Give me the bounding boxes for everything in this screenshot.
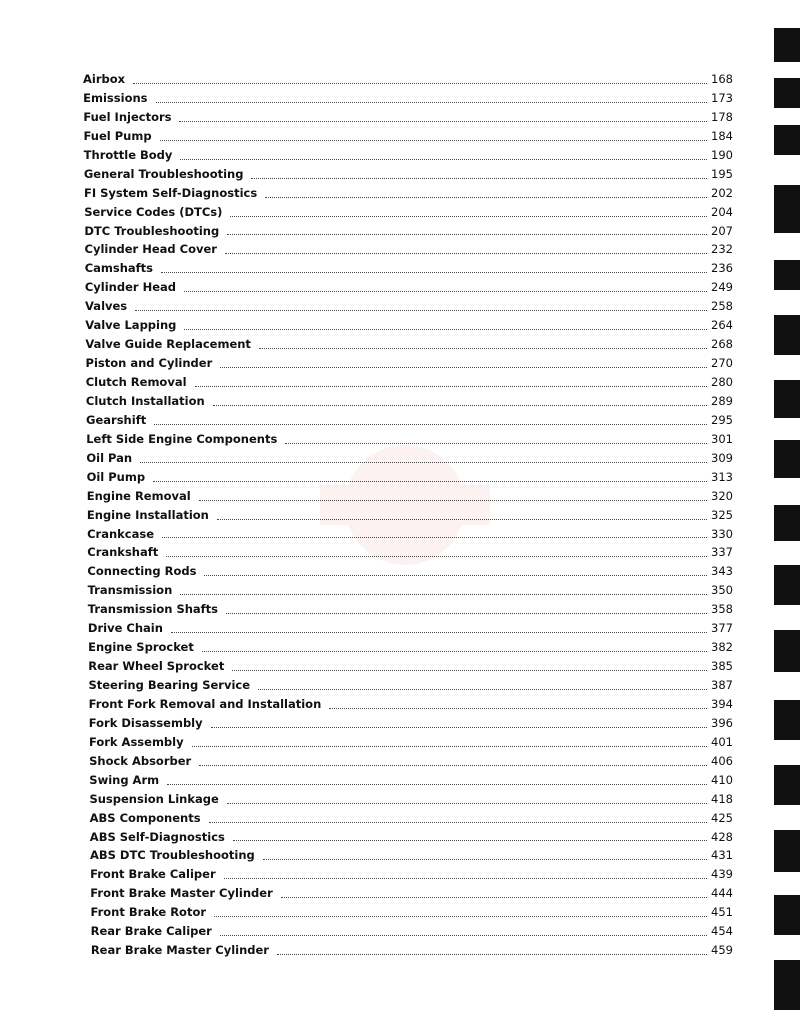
toc-row <box>83 297 733 316</box>
toc-entry-page: 249 <box>711 280 733 295</box>
dot-leader <box>140 461 707 463</box>
edge-tab <box>774 830 800 872</box>
toc-row <box>83 335 733 354</box>
dot-leader <box>226 612 707 614</box>
toc-row <box>83 846 733 865</box>
toc-entry-page: 195 <box>711 166 733 181</box>
dot-leader <box>166 555 707 557</box>
dot-leader <box>154 423 707 425</box>
dot-leader <box>179 120 707 122</box>
toc-entry-page: 387 <box>711 678 733 692</box>
toc-entry-page: 330 <box>711 526 733 541</box>
dot-leader <box>233 839 707 841</box>
toc-row <box>83 676 733 695</box>
toc-row <box>83 543 733 562</box>
toc-entry-title: Piston and Cylinder <box>85 356 213 371</box>
toc-row <box>83 752 733 771</box>
dot-leader <box>204 574 707 576</box>
toc-entry-title: ABS DTC Troubleshooting <box>89 848 255 863</box>
toc-entry-title: Gearshift <box>86 412 147 427</box>
toc-row <box>83 108 733 127</box>
toc-row <box>83 146 733 165</box>
dot-leader <box>232 669 707 671</box>
toc-entry-page: 236 <box>711 261 733 276</box>
toc-entry-title: Emissions <box>83 90 148 105</box>
toc-row <box>83 316 733 335</box>
toc-entry-title: Front Brake Caliper <box>90 867 216 882</box>
toc-entry-page: 444 <box>711 886 733 901</box>
edge-tab <box>774 78 800 108</box>
toc-entry-title: Cylinder Head <box>84 280 176 295</box>
toc-row <box>83 525 733 544</box>
toc-row <box>83 600 733 619</box>
toc-entry-page: 295 <box>711 412 733 427</box>
dot-leader <box>156 101 708 103</box>
toc-entry-title: Front Brake Rotor <box>90 905 207 920</box>
toc-row <box>83 638 733 657</box>
toc-entry-page: 289 <box>711 393 733 408</box>
toc-entry-page: 313 <box>711 469 733 484</box>
dot-leader <box>277 953 707 955</box>
dot-leader <box>258 688 707 690</box>
toc-entry-page: 232 <box>711 242 733 257</box>
toc-row <box>83 771 733 790</box>
toc-row <box>83 581 733 600</box>
toc-row <box>83 222 733 241</box>
toc-entry-page: 178 <box>711 109 733 124</box>
toc-entry-page: 377 <box>711 621 733 636</box>
dot-leader <box>184 290 707 292</box>
toc-entry-page: 325 <box>711 507 733 522</box>
edge-tab <box>774 960 800 1010</box>
page-edge-tabs <box>770 0 800 1035</box>
dot-leader <box>263 858 707 860</box>
dot-leader <box>285 442 707 444</box>
dot-leader <box>184 328 707 330</box>
dot-leader <box>281 896 707 898</box>
table-of-contents <box>83 70 733 960</box>
toc-entry-page: 454 <box>711 924 733 939</box>
edge-tab <box>774 28 800 62</box>
edge-tab <box>774 125 800 155</box>
dot-leader <box>199 764 707 766</box>
toc-entry-page: 439 <box>711 867 733 882</box>
edge-tab <box>774 565 800 605</box>
toc-entry-page: 184 <box>711 128 733 143</box>
toc-entry-page: 204 <box>711 204 733 219</box>
toc-row <box>83 941 733 960</box>
dot-leader <box>180 158 707 160</box>
dot-leader <box>217 518 707 520</box>
toc-entry-page: 343 <box>711 564 733 579</box>
toc-entry-title: FI System Self-Diagnostics <box>84 185 258 200</box>
toc-entry-page: 264 <box>711 318 733 333</box>
dot-leader <box>162 536 707 538</box>
toc-row <box>83 790 733 809</box>
edge-tab <box>774 315 800 355</box>
toc-row <box>83 657 733 676</box>
toc-row <box>83 240 733 259</box>
edge-tab <box>774 630 800 672</box>
toc-row <box>83 487 733 506</box>
dot-leader <box>220 366 707 368</box>
toc-entry-title: Valve Guide Replacement <box>85 337 251 352</box>
toc-entry-page: 425 <box>711 810 733 825</box>
toc-entry-page: 431 <box>711 848 733 863</box>
toc-entry-page: 382 <box>711 640 733 655</box>
toc-row <box>83 733 733 752</box>
toc-entry-title: Engine Sprocket <box>88 640 194 655</box>
edge-tab <box>774 380 800 418</box>
dot-leader <box>160 139 708 141</box>
toc-entry-page: 428 <box>711 829 733 844</box>
dot-leader <box>192 745 707 747</box>
toc-row <box>83 127 733 146</box>
toc-entry-title: Airbox <box>83 72 126 86</box>
toc-entry-page: 258 <box>711 299 733 314</box>
toc-entry-title: Valves <box>85 299 128 314</box>
dot-leader <box>211 726 707 728</box>
toc-entry-title: Engine Removal <box>86 488 191 503</box>
toc-entry-title: Fork Disassembly <box>88 715 203 730</box>
toc-entry-title: Transmission Shafts <box>87 602 219 617</box>
edge-tab <box>774 700 800 740</box>
toc-entry-page: 268 <box>711 337 733 352</box>
dot-leader <box>171 631 707 633</box>
toc-entry-page: 202 <box>711 185 733 200</box>
toc-entry-page: 451 <box>711 905 733 920</box>
edge-tab <box>774 260 800 290</box>
toc-entry-page: 190 <box>711 147 733 162</box>
toc-row <box>83 809 733 828</box>
toc-entry-title: Left Side Engine Components <box>86 431 278 446</box>
toc-entry-title: Clutch Installation <box>85 393 205 408</box>
dot-leader <box>133 82 707 84</box>
toc-entry-title: Shock Absorber <box>89 753 192 768</box>
toc-row <box>83 354 733 373</box>
toc-entry-title: Rear Wheel Sprocket <box>88 659 225 674</box>
toc-entry-title: Crankshaft <box>87 545 159 560</box>
toc-entry-title: Front Brake Master Cylinder <box>90 886 273 901</box>
toc-row <box>83 865 733 884</box>
toc-entry-title: Oil Pump <box>86 469 146 484</box>
dot-leader <box>265 196 707 198</box>
edge-tab <box>774 895 800 935</box>
toc-entry-page: 410 <box>711 772 733 787</box>
toc-row <box>83 89 733 108</box>
toc-row <box>83 468 733 487</box>
toc-entry-page: 394 <box>711 696 733 711</box>
toc-entry-title: Fuel Pump <box>83 128 152 143</box>
toc-row <box>83 184 733 203</box>
toc-row <box>83 430 733 449</box>
edge-tab <box>774 440 800 478</box>
dot-leader <box>220 934 707 936</box>
toc-row <box>83 714 733 733</box>
toc-entry-page: 270 <box>711 356 733 371</box>
toc-entry-page: 385 <box>711 659 733 674</box>
dot-leader <box>259 347 707 349</box>
toc-entry-page: 350 <box>711 583 733 598</box>
toc-entry-title: Valve Lapping <box>85 318 177 333</box>
toc-entry-page: 173 <box>711 90 733 105</box>
edge-tab <box>774 765 800 805</box>
toc-entry-title: Cylinder Head Cover <box>84 242 217 257</box>
dot-leader <box>135 309 707 311</box>
edge-tab <box>774 185 800 233</box>
toc-entry-title: Rear Brake Master Cylinder <box>90 943 269 958</box>
toc-entry-page: 309 <box>711 450 733 465</box>
toc-entry-page: 418 <box>711 791 733 806</box>
toc-entry-page: 207 <box>711 223 733 238</box>
toc-entry-title: Fork Assembly <box>88 734 184 749</box>
toc-entry-title: ABS Self-Diagnostics <box>89 829 225 844</box>
toc-entry-page: 358 <box>711 602 733 617</box>
toc-entry-title: General Troubleshooting <box>83 166 244 181</box>
toc-row <box>83 619 733 638</box>
dot-leader <box>227 233 707 235</box>
dot-leader <box>202 650 707 652</box>
toc-row <box>83 884 733 903</box>
toc-row <box>83 506 733 525</box>
dot-leader <box>167 783 707 785</box>
toc-row <box>83 828 733 847</box>
toc-row <box>83 373 733 392</box>
toc-entry-title: Drive Chain <box>87 621 163 636</box>
toc-entry-title: Steering Bearing Service <box>88 678 251 692</box>
dot-leader <box>180 593 707 595</box>
dot-leader <box>199 499 707 501</box>
toc-row <box>83 922 733 941</box>
toc-row <box>83 70 733 89</box>
dot-leader <box>195 385 708 387</box>
toc-entry-title: Engine Installation <box>86 507 209 522</box>
toc-entry-page: 168 <box>711 72 733 86</box>
toc-row <box>83 411 733 430</box>
toc-entry-title: Camshafts <box>84 261 154 276</box>
toc-row <box>83 449 733 468</box>
dot-leader <box>224 877 707 879</box>
dot-leader <box>161 271 707 273</box>
toc-row <box>83 165 733 184</box>
toc-entry-page: 280 <box>711 375 733 389</box>
toc-entry-page: 320 <box>711 488 733 503</box>
toc-entry-title: Service Codes (DTCs) <box>84 204 223 219</box>
dot-leader <box>230 215 707 217</box>
toc-row <box>83 562 733 581</box>
dot-leader <box>225 252 707 254</box>
dot-leader <box>227 802 707 804</box>
toc-entry-title: Crankcase <box>87 526 155 541</box>
toc-entry-page: 401 <box>711 734 733 749</box>
toc-entry-page: 301 <box>711 431 733 446</box>
toc-entry-title: Fuel Injectors <box>83 109 172 124</box>
toc-entry-page: 337 <box>711 545 733 560</box>
toc-entry-title: Connecting Rods <box>87 564 197 579</box>
toc-entry-title: Transmission <box>87 583 173 598</box>
toc-entry-title: Throttle Body <box>83 147 173 162</box>
dot-leader <box>153 480 707 482</box>
toc-row <box>83 278 733 297</box>
toc-row <box>83 203 733 222</box>
toc-entry-page: 396 <box>711 715 733 730</box>
toc-entry-title: Swing Arm <box>89 772 160 787</box>
toc-entry-title: Rear Brake Caliper <box>90 924 212 939</box>
toc-entry-title: Front Fork Removal and Installation <box>88 696 322 711</box>
dot-leader <box>214 915 707 917</box>
toc-row <box>83 259 733 278</box>
edge-tab <box>774 505 800 541</box>
toc-entry-title: Clutch Removal <box>85 375 187 389</box>
dot-leader <box>251 177 707 179</box>
dot-leader <box>209 821 707 823</box>
toc-entry-title: ABS Components <box>89 810 201 825</box>
dot-leader <box>213 404 707 406</box>
toc-entry-page: 406 <box>711 753 733 768</box>
toc-row <box>83 903 733 922</box>
toc-entry-title: DTC Troubleshooting <box>84 223 220 238</box>
dot-leader <box>329 707 707 709</box>
toc-row <box>83 392 733 411</box>
toc-entry-title: Suspension Linkage <box>89 791 219 806</box>
toc-entry-page: 459 <box>711 943 733 958</box>
toc-entry-title: Oil Pan <box>86 450 133 465</box>
toc-row <box>83 695 733 714</box>
